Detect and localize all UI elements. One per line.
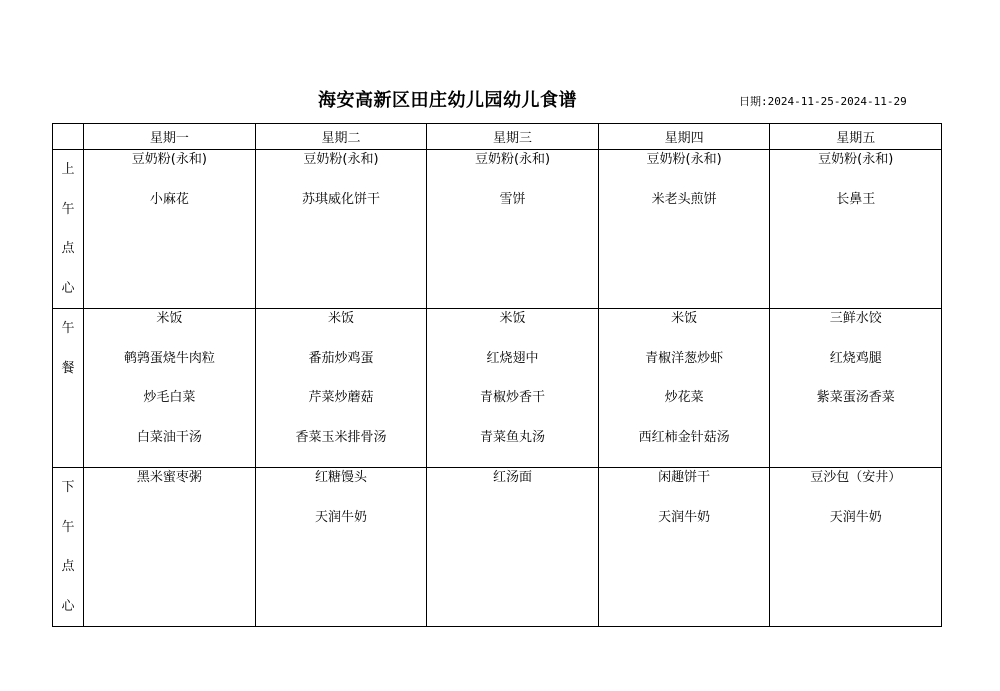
menu-cell [598,150,770,309]
meal-label-char: 午 [61,321,75,336]
menu-item: 小麻花 [149,191,189,207]
day-header: 星期三 [427,124,599,150]
meal-label-char: 点 [61,559,75,574]
menu-item: 红烧鸡腿 [829,350,882,366]
meal-label-char: 午 [61,519,75,535]
menu-item: 天润牛奶 [829,509,882,525]
lunch-label [53,309,84,468]
menu-cell [427,150,599,309]
menu-cell [255,468,427,627]
menu-item: 青菜鱼丸汤 [480,429,546,445]
menu-cell [255,150,427,309]
menu-item: 红汤面 [493,470,533,485]
menu-item: 黑米蜜枣粥 [136,470,202,485]
morning-snack-label [53,150,84,309]
menu-item: 豆奶粉(永和) [303,152,379,167]
menu-cell [598,468,770,627]
menu-item: 红烧翅中 [486,350,539,366]
menu-item: 西红柿金针菇汤 [638,429,730,445]
afternoon-snack-row [53,468,942,627]
meal-label-char: 餐 [61,360,75,376]
menu-item: 米饭 [327,311,354,326]
menu-item: 豆奶粉(永和) [474,152,551,167]
menu-item: 豆奶粉(永和) [646,152,722,167]
morning-snack-row [53,150,942,309]
menu-item: 米饭 [499,311,526,326]
afternoon-snack-label [53,468,84,627]
menu-item: 豆沙包（安井） [810,470,902,485]
menu-item: 芹菜炒蘑菇 [308,390,374,405]
menu-cell [427,309,599,468]
menu-item: 炒花菜 [664,390,704,405]
header-row [53,124,942,150]
menu-cell [427,468,599,627]
menu-cell [84,309,256,468]
menu-table [52,123,942,627]
menu-item: 米饭 [671,311,698,326]
menu-item: 豆奶粉(永和) [131,152,207,167]
menu-item: 天润牛奶 [658,509,711,525]
menu-cell [770,468,942,627]
menu-item: 炒毛白菜 [143,390,196,405]
lunch-row [53,309,942,468]
menu-cell [770,309,942,468]
menu-item: 香菜玉米排骨汤 [295,429,387,445]
menu-item: 番茄炒鸡蛋 [308,350,374,366]
menu-item: 闲趣饼干 [658,470,711,485]
menu-item: 三鲜水饺 [829,311,882,326]
menu-item: 紫菜蛋汤香菜 [816,390,895,405]
menu-item: 鹌鹑蛋烧牛肉粒 [123,350,215,366]
meal-label-char: 下 [61,480,75,495]
menu-item: 青椒炒香干 [480,390,546,405]
menu-item: 米老头煎饼 [651,191,717,207]
menu-item: 豆奶粉(永和) [818,152,894,167]
page-title: 海安高新区田庄幼儿园幼儿食谱 [318,90,577,111]
menu-item: 白菜油干汤 [136,429,202,445]
corner-cell [53,124,84,150]
day-header: 星期五 [770,124,942,150]
meal-label-char: 心 [61,598,75,614]
day-header: 星期四 [598,124,770,150]
menu-item: 米饭 [156,311,183,326]
menu-item: 苏琪威化饼干 [301,191,380,207]
day-header: 星期二 [255,124,427,150]
day-header: 星期一 [84,124,256,150]
menu-cell [84,468,256,627]
date-range: 日期:2024-11-25-2024-11-29 [739,95,907,108]
meal-label-char: 心 [61,280,75,296]
menu-item: 青椒洋葱炒虾 [645,350,724,366]
menu-item: 长鼻王 [836,191,876,207]
menu-cell [84,150,256,309]
menu-item: 红糖馒头 [314,470,367,485]
menu-item: 天润牛奶 [314,509,367,525]
menu-cell [255,309,427,468]
menu-cell [770,150,942,309]
meal-label-char: 点 [61,241,75,256]
meal-label-char: 上 [61,162,75,177]
menu-cell [598,309,770,468]
meal-label-char: 午 [61,201,75,217]
menu-item: 雪饼 [499,191,526,207]
